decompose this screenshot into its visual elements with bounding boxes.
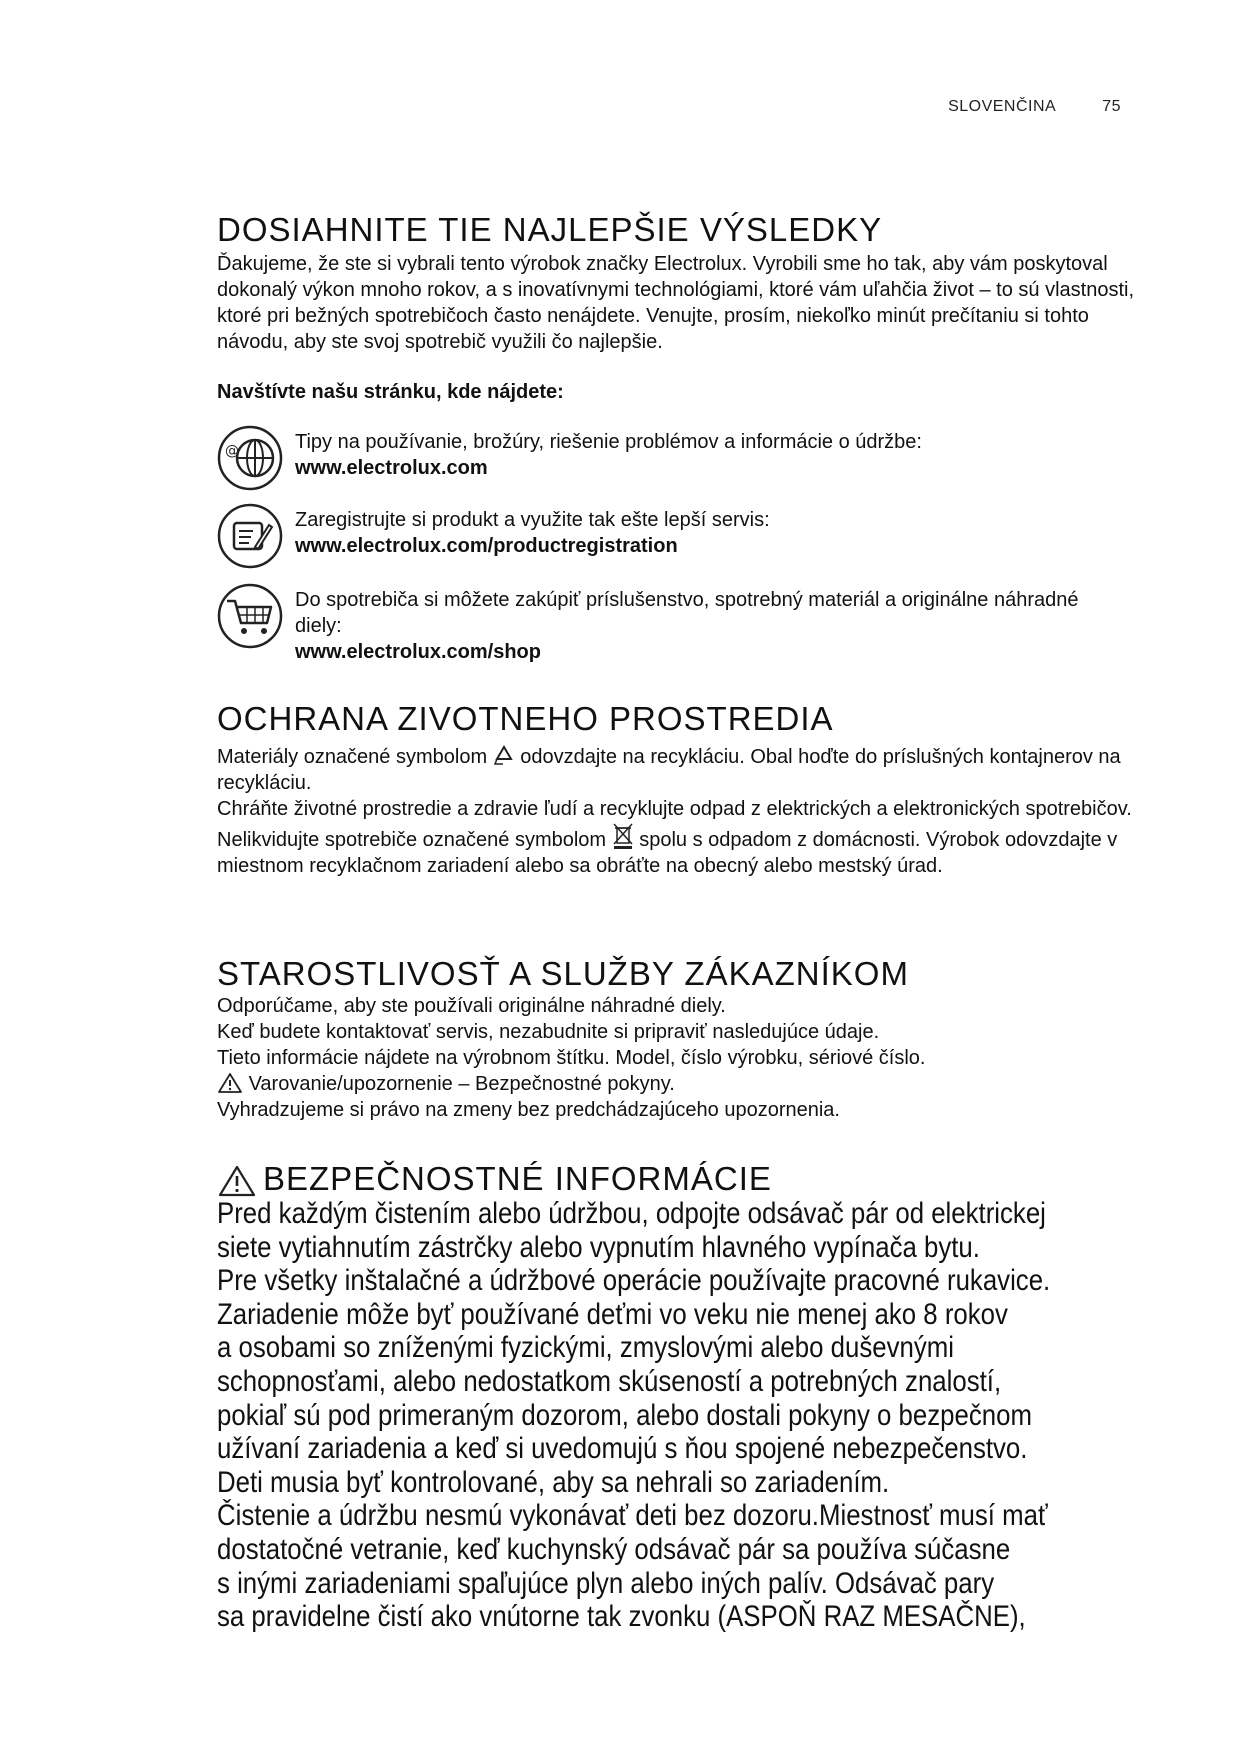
safety-line: siete vytiahnutím zástrčky alebo vypnutím hlavného vypínača bytu. bbox=[217, 1230, 980, 1264]
safety-line: Zariadenie môže byť používané deťmi vo veku nie menej ako 8 rokov bbox=[217, 1297, 1008, 1331]
safety-line: Čistenie a údržbu nesmú vykonávať deti bez dozoru.Miestnosť musí mať bbox=[217, 1499, 1048, 1533]
safety-line: a osobami so zníženými fyzickými, zmyslovými alebo duševnými bbox=[217, 1331, 954, 1365]
recycle-icon bbox=[493, 745, 515, 767]
safety-title-row bbox=[217, 1160, 1217, 1198]
weee-text-before: Chráňte životné prostredie a zdravie ľudí a recyklujte odpad z elektrických a elektronických spotrebičov. Nelikvidujte spotrebiče označené symbolom bbox=[217, 798, 1132, 851]
safety-line: užívaní zariadenia a keď si uvedomujú s ňou spojené nebezpečenstvo. bbox=[217, 1432, 1028, 1466]
recycling-text-after: odovzdajte na recykláciu. Obal hoďte do príslušných kontajnerov na recykláciu. bbox=[217, 746, 1121, 794]
section-best-results bbox=[217, 211, 1137, 665]
link-text-shop bbox=[295, 583, 1085, 665]
intro-paragraph: Ďakujeme, že ste si vybrali tento výrobok značky Electrolux. Vyrobili sme ho tak, aby vám poskytoval dokonalý výkon mnoho rokov, a s inovatívnymi technológiami, ktoré vám uľahčia život – to sú vlastnosti, ktoré pri bežných spotrebičoch často nenájdete. Venujte, prosím, niekoľko minút prečítaniu si tohto návodu, aby ste svoj spotrebič využili čo najlepšie. bbox=[217, 253, 1135, 353]
globe-icon bbox=[217, 425, 283, 491]
section-title-customer-care: STAROSTLIVOSŤ A SLUŽBY ZÁKAZNÍKOM bbox=[217, 955, 909, 992]
language-label: SLOVENČINA bbox=[948, 98, 1057, 115]
link-url[interactable]: www.electrolux.com/shop bbox=[295, 641, 541, 663]
safety-line: schopnosťami, alebo nedostatkom skúseností a potrebných znalostí, bbox=[217, 1364, 1002, 1398]
registration-icon bbox=[217, 503, 283, 569]
safety-line: dostatočné vetranie, keď kuchynský odsávač pár sa používa súčasne bbox=[217, 1532, 1011, 1566]
warning-text: Varovanie/upozornenie – Bezpečnostné pokyny. bbox=[248, 1073, 675, 1095]
page-header bbox=[948, 98, 1121, 116]
link-row-shop bbox=[217, 583, 1137, 665]
svg-text:@: @ bbox=[225, 443, 239, 459]
link-text-registration bbox=[295, 503, 770, 559]
recycling-paragraph bbox=[217, 744, 1137, 796]
weee-paragraph bbox=[217, 796, 1137, 879]
link-description: Do spotrebiča si môžete zakúpiť príslušenstvo, spotrebný materiál a originálne náhradné diely: bbox=[295, 589, 1079, 637]
link-row-tips bbox=[217, 425, 1137, 491]
care-line: Tieto informácie nájdete na výrobnom štítku. Model, číslo výrobku, sériové číslo. bbox=[217, 1047, 926, 1069]
section-title-best-results: DOSIAHNITE TIE NAJLEPŠIE VÝSLEDKY bbox=[217, 211, 883, 248]
section-customer-care bbox=[217, 955, 1137, 1123]
safety-line: sa pravidelne čistí ako vnútorne tak zvonku (ASPOŇ RAZ MESAČNE), bbox=[217, 1600, 1026, 1634]
safety-line: Pre všetky inštalačné a údržbové operácie používajte pracovné rukavice. bbox=[217, 1264, 1051, 1298]
link-description: Tipy na používanie, brožúry, riešenie problémov a informácie o údržbe: bbox=[295, 431, 922, 453]
warning-line bbox=[217, 1071, 1137, 1097]
link-url[interactable]: www.electrolux.com/productregistration bbox=[295, 535, 678, 557]
safety-line: Deti musia byť kontrolované, aby sa nehrali so zariadením. bbox=[217, 1465, 890, 1499]
shopping-cart-icon bbox=[217, 583, 283, 649]
visit-heading: Navštívte našu stránku, kde nájdete: bbox=[217, 381, 564, 403]
section-safety bbox=[217, 1160, 1217, 1634]
safety-line: s inými zariadeniami spaľujúce plyn alebo iných palív. Odsávač pary bbox=[217, 1566, 995, 1600]
safety-text bbox=[217, 1197, 1129, 1634]
safety-line: Pred každým čistením alebo údržbou, odpojte odsávač pár od elektrickej bbox=[217, 1197, 1046, 1230]
link-description: Zaregistrujte si produkt a využite tak ešte lepší servis: bbox=[295, 509, 770, 531]
crossed-bin-icon bbox=[612, 822, 634, 850]
recycling-text-before: Materiály označené symbolom bbox=[217, 746, 488, 768]
safety-line: pokiaľ sú pod primeraným dozorom, alebo dostali pokyny o bezpečnom bbox=[217, 1398, 1032, 1432]
care-line: Vyhradzujeme si právo na zmeny bez predchádzajúceho upozornenia. bbox=[217, 1099, 840, 1121]
link-url[interactable]: www.electrolux.com bbox=[295, 457, 488, 479]
section-title-safety: BEZPEČNOSTNÉ INFORMÁCIE bbox=[263, 1160, 772, 1197]
care-line: Keď budete kontaktovať servis, nezabudnite si pripraviť nasledujúce údaje. bbox=[217, 1021, 880, 1043]
section-environment bbox=[217, 700, 1137, 879]
link-text-tips bbox=[295, 425, 922, 481]
weee-text-after: spolu s odpadom z domácnosti. Výrobok odovzdajte v miestnom recyklačnom zariadení alebo sa obráťte na obecný alebo mestský úrad. bbox=[217, 829, 1118, 877]
section-title-environment: OCHRANA ZIVOTNEHO PROSTREDIA bbox=[217, 700, 834, 737]
care-line: Odporúčame, aby ste používali originálne náhradné diely. bbox=[217, 995, 726, 1017]
warning-icon bbox=[217, 1072, 243, 1094]
warning-icon bbox=[217, 1164, 257, 1198]
link-row-registration bbox=[217, 503, 1137, 569]
page-number: 75 bbox=[1102, 98, 1121, 115]
